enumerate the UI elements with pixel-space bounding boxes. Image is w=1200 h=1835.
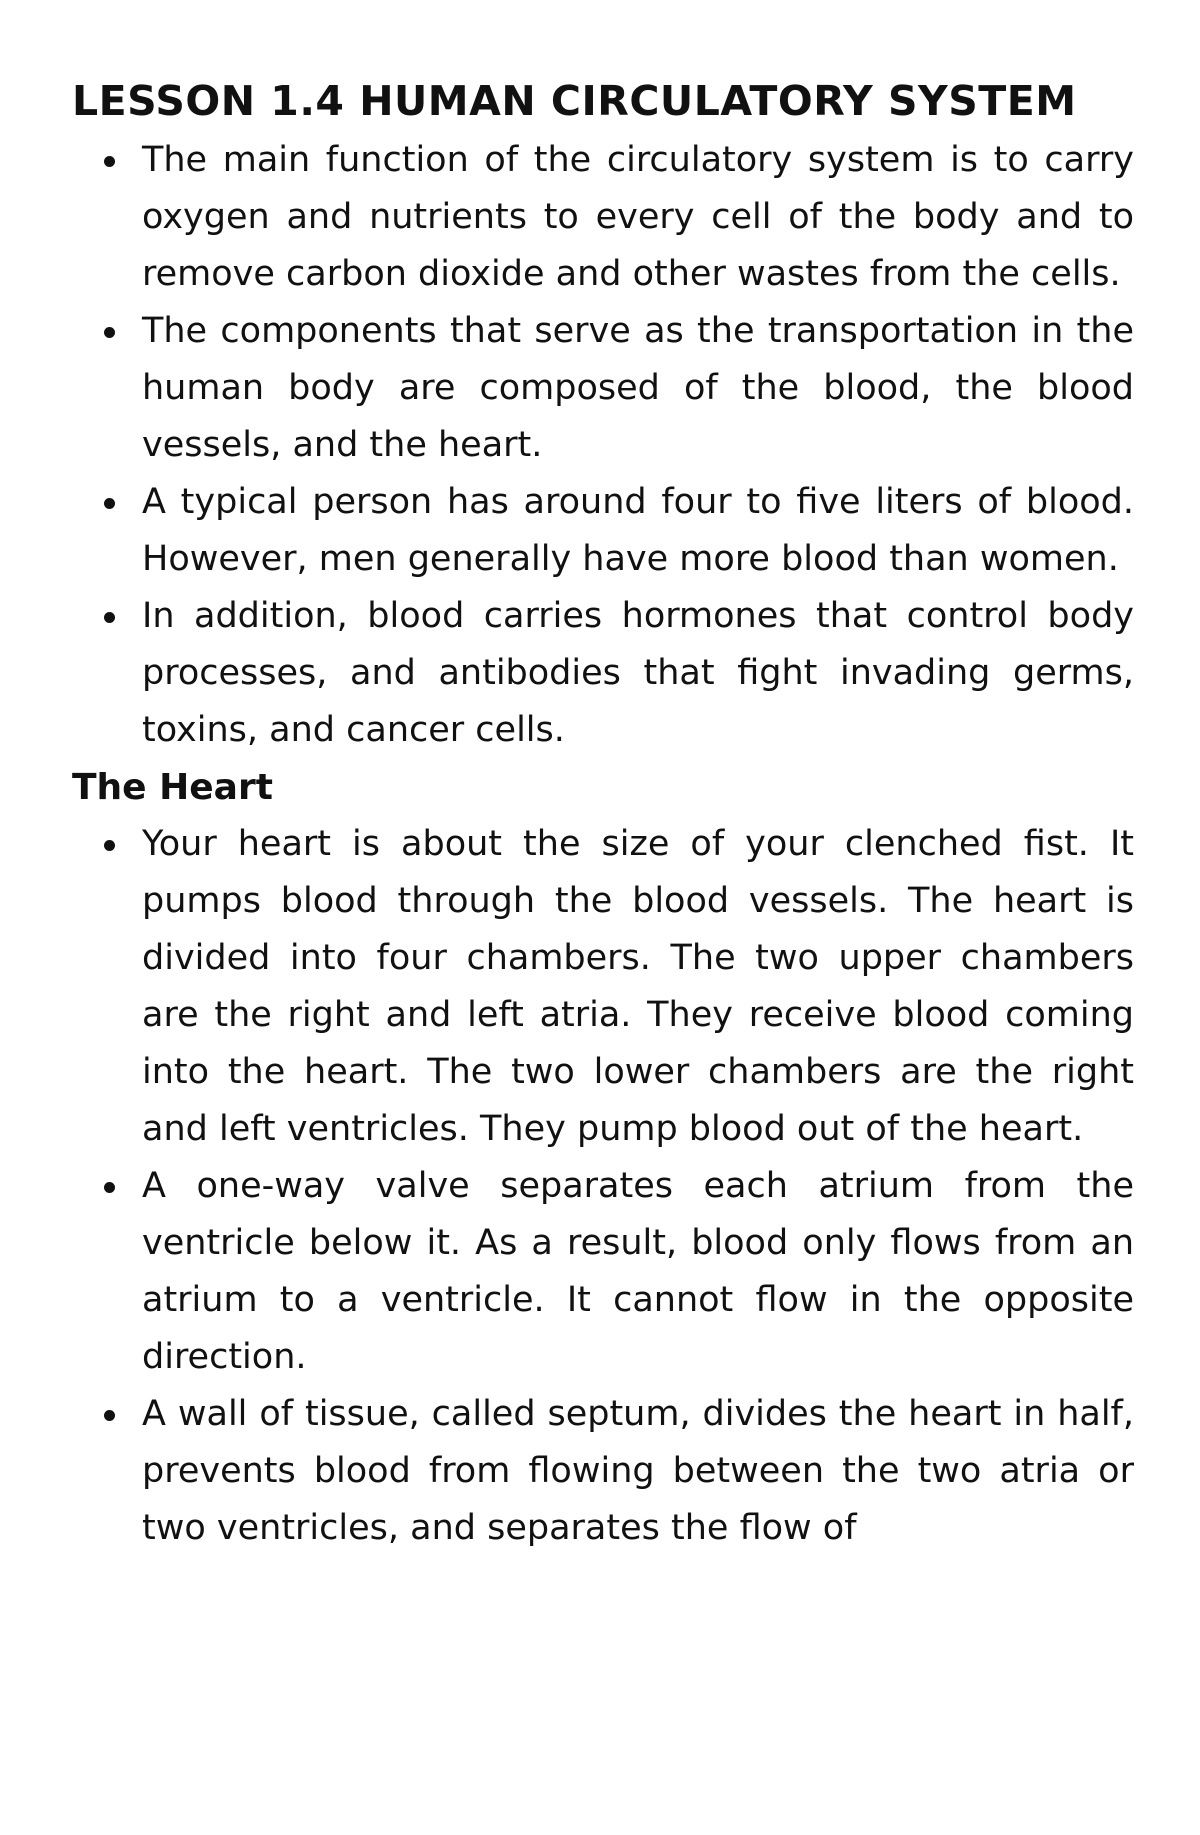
bullet-item: The components that serve as the transportation in the human body are composed of the blood, the blood vessels, and the heart.: [72, 303, 1134, 474]
bullet-item: The main function of the circulatory system is to carry oxygen and nutrients to every cell of the body and to remove carbon dioxide and other wastes from the cells.: [72, 132, 1134, 303]
heart-bullet-list: [72, 816, 1134, 1557]
bullet-item: A wall of tissue, called septum, divides the heart in half, prevents blood from flowing between the two atria or two ventricles, and separates the flow of: [72, 1386, 1134, 1557]
bullet-item: A one-way valve separates each atrium from the ventricle below it. As a result, blood only flows from an atrium to a ventricle. It cannot flow in the opposite direction.: [72, 1158, 1134, 1386]
bullet-item: Your heart is about the size of your clenched fist. It pumps blood through the blood vessels. The heart is divided into four chambers. The two upper chambers are the right and left atria. They receive blood coming into the heart. The two lower chambers are the right and left ventricles. They pump blood out of the heart.: [72, 816, 1134, 1158]
section-heading-heart: The Heart: [72, 767, 273, 808]
bullet-item: A typical person has around four to five liters of blood. However, men generally have more blood than women.: [72, 474, 1134, 588]
lesson-title: LESSON 1.4 HUMAN CIRCULATORY SYSTEM: [72, 77, 1077, 125]
lesson-bullet-list: [72, 132, 1134, 759]
bullet-item: In addition, blood carries hormones that control body processes, and antibodies that fight invading germs, toxins, and cancer cells.: [72, 588, 1134, 759]
